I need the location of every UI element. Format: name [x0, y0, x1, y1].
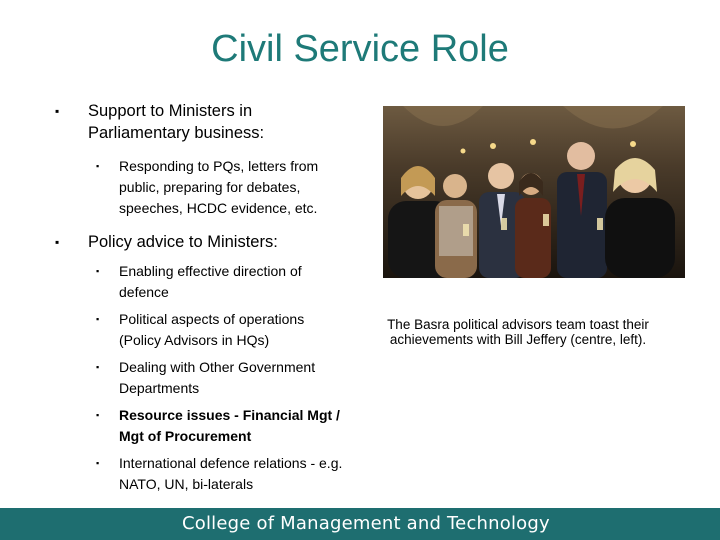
sub-bullet-item	[55, 309, 344, 351]
square-bullet-icon: ▪	[96, 161, 100, 171]
sub-bullet-text: Political aspects of operations (Policy Advisors in HQs)	[119, 311, 305, 348]
footer-text: College of Management and Technology	[182, 513, 550, 534]
sub-bullet-text: International defence relations - e.g. NATO, UN, bi-laterals	[119, 455, 343, 492]
bullet-text: Policy advice to Ministers:	[88, 233, 278, 251]
sub-bullet-item	[55, 453, 359, 495]
photo-caption: The Basra political advisors team toast their achievements with Bill Jeffery (centre, left).	[387, 317, 649, 347]
bullet-item	[55, 231, 355, 253]
square-bullet-icon: ▪	[96, 314, 100, 324]
square-bullet-icon: ▪	[55, 104, 60, 118]
square-bullet-icon: ▪	[96, 266, 100, 276]
sub-bullet-item	[55, 357, 359, 399]
sub-bullet-text: Resource issues - Financial Mgt / Mgt of Procurement	[119, 407, 340, 444]
sub-bullet-text: Dealing with Other Government Departments	[119, 359, 316, 396]
bullet-text: Support to Ministers in Parliamentary business:	[88, 102, 265, 142]
square-bullet-icon: ▪	[55, 235, 60, 249]
sub-bullet-item	[55, 405, 344, 447]
bullet-list	[55, 100, 355, 495]
team-photo-illustration	[383, 106, 685, 278]
sub-bullet-item	[55, 261, 344, 303]
square-bullet-icon: ▪	[96, 458, 100, 468]
team-photo	[383, 106, 685, 278]
sub-bullet-text: Responding to PQs, letters from public, preparing for debates, speeches, HCDC evidence, etc.	[119, 158, 319, 216]
sub-bullet-text: Enabling effective direction of defence	[119, 263, 302, 300]
square-bullet-icon: ▪	[96, 410, 100, 420]
square-bullet-icon: ▪	[96, 362, 100, 372]
bullet-item	[55, 100, 303, 144]
slide-title: Civil Service Role	[211, 28, 509, 70]
sub-bullet-item	[55, 156, 359, 219]
footer-bar	[0, 508, 720, 540]
